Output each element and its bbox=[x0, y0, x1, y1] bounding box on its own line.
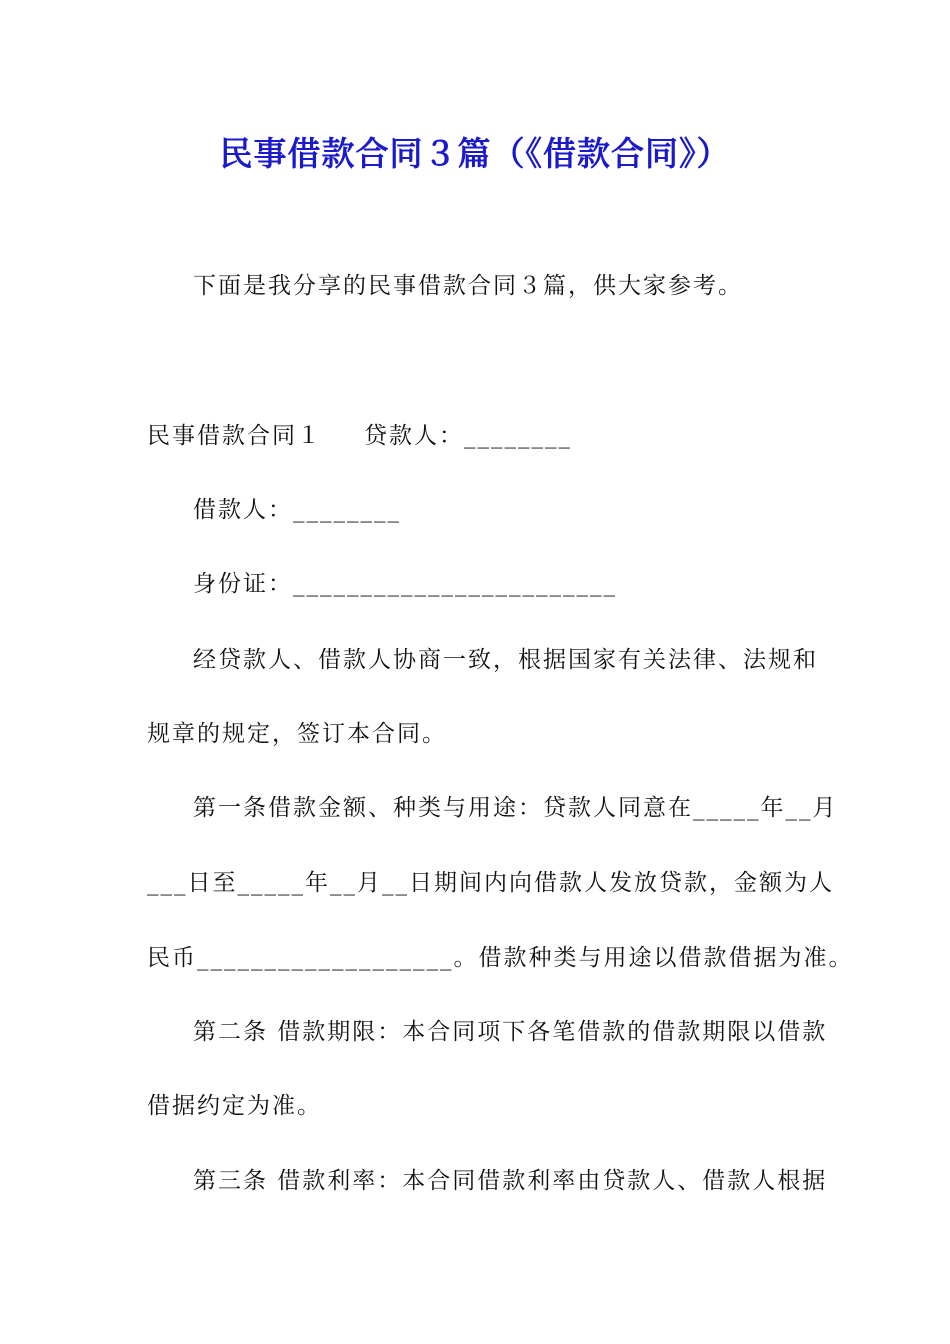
article-2-line: 第二条 借款期限：本合同项下各笔借款的借款期限以借款 bbox=[193, 1019, 828, 1045]
paragraph-line: 规章的规定，签订本合同。 bbox=[147, 721, 447, 747]
id-field: 身份证：________________________ bbox=[193, 571, 617, 597]
contract-header-line bbox=[147, 421, 572, 451]
intro-text: 下面是我分享的民事借款合同３篇，供大家参考。 bbox=[193, 273, 743, 299]
borrower-field: 借款人：________ bbox=[193, 497, 401, 523]
article-2-line: 借据约定为准。 bbox=[147, 1093, 322, 1119]
document-title: 民事借款合同３篇（《借款合同》） bbox=[219, 134, 731, 173]
paragraph-line: 经贷款人、借款人协商一致，根据国家有关法律、法规和 bbox=[193, 647, 818, 673]
article-1-line: 民币___________________。借款种类与用途以借款借据为准。 bbox=[147, 945, 854, 971]
lender-field: 贷款人：________ bbox=[364, 423, 572, 449]
article-1-line: 第一条借款金额、种类与用途：贷款人同意在_____年__月 bbox=[193, 795, 838, 821]
contract-label: 民事借款合同１ bbox=[147, 423, 322, 449]
article-1-line: ___日至_____年__月__日期间内向借款人发放贷款，金额为人 bbox=[147, 870, 834, 896]
article-3-line: 第三条 借款利率：本合同借款利率由贷款人、借款人根据 bbox=[193, 1168, 828, 1194]
